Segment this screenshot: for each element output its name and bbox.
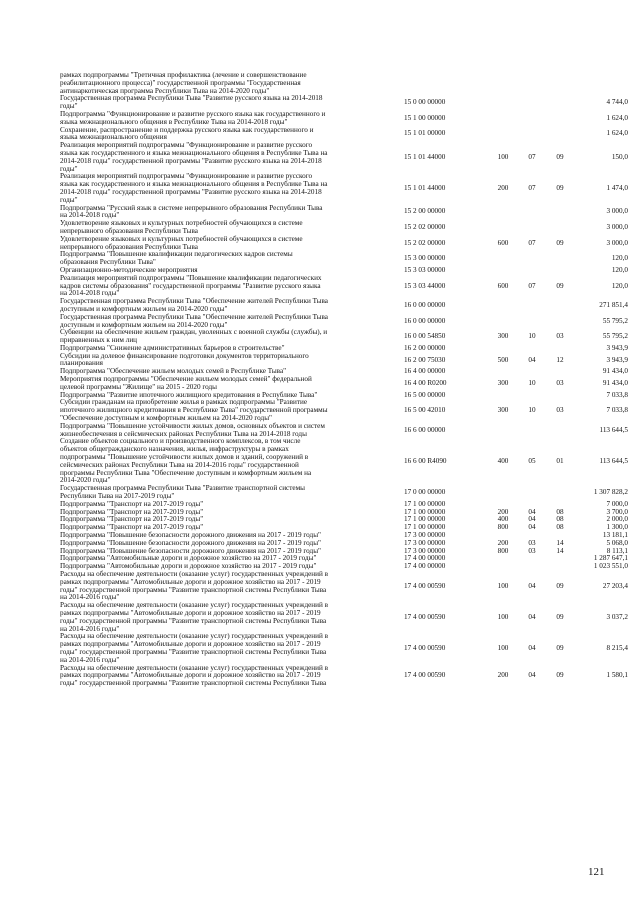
- cell-name: Государственная программа Республики Тыва "Обеспечение жителей Республики Тыва доступным и комфортным жильем на 2014-2020 годы": [60, 312, 328, 329]
- cell-name: Подпрограмма "Автомобильные дороги и дорожное хозяйство на 2017 - 2019 годы": [60, 562, 317, 571]
- cell-code: 17 0 00 00000: [404, 488, 446, 497]
- cell-sum: 55 795,2: [602, 316, 628, 325]
- cell-code: 16 0 00 54850: [404, 332, 446, 341]
- cell-name: Подпрограмма "Снижение административных барьеров в строительстве": [60, 343, 285, 352]
- cell-sum: 5 068,0: [606, 538, 628, 547]
- cell-vr: 09: [556, 671, 564, 680]
- cell-sum: 2 000,0: [606, 515, 628, 524]
- cell-vr: 08: [556, 507, 564, 516]
- cell-vr: 03: [556, 378, 564, 387]
- cell-code: 17 4 00 00000: [404, 554, 446, 563]
- cell-pr: 10: [528, 332, 536, 341]
- cell-code: 17 4 00 00000: [404, 562, 446, 571]
- cell-code: 15 1 01 00000: [404, 129, 446, 138]
- cell-code: 17 3 00 00000: [404, 546, 446, 555]
- cell-sum: 3 037,2: [606, 612, 628, 621]
- cell-code: 17 1 00 00000: [404, 499, 446, 508]
- cell-sum: 120,0: [611, 254, 628, 263]
- cell-pr: 10: [528, 406, 536, 415]
- cell-sum: 8 113,1: [606, 546, 628, 555]
- cell-vr: 09: [556, 238, 564, 247]
- cell-name: Субвенции на обеспечение жильем граждан, уволенных с военной службы (службы), и приравненных к ним лиц: [60, 328, 328, 345]
- cell-sum: 1 624,0: [606, 113, 628, 122]
- cell-rz: 800: [497, 523, 509, 532]
- cell-name: Подпрограмма "Автомобильные дороги и дорожное хозяйство на 2017 - 2019 годы": [60, 554, 317, 563]
- table-row: [60, 205, 636, 221]
- cell-pr: 04: [528, 507, 536, 516]
- cell-code: 15 2 02 00000: [404, 238, 446, 247]
- cell-vr: 09: [556, 612, 564, 621]
- cell-rz: 200: [497, 184, 509, 193]
- cell-code: 15 3 03 00000: [404, 265, 446, 274]
- cell-sum: 1 300,0: [606, 523, 628, 532]
- cell-rz: 100: [497, 581, 509, 590]
- cell-vr: 08: [556, 523, 564, 532]
- cell-sum: 1 307 828,2: [593, 488, 628, 497]
- cell-sum: 150,0: [611, 152, 628, 161]
- cell-code: 15 1 00 00000: [404, 113, 446, 122]
- cell-vr: 03: [556, 332, 564, 341]
- cell-rz: 800: [497, 546, 509, 555]
- cell-rz: 600: [497, 238, 509, 247]
- cell-code: 17 1 00 00000: [404, 515, 446, 524]
- cell-name: Подпрограмма "Транспорт на 2017-2019 годы": [60, 499, 204, 508]
- cell-sum: 3 700,0: [606, 507, 628, 516]
- cell-code: 16 5 00 00000: [404, 390, 446, 399]
- cell-pr: 07: [528, 281, 536, 290]
- table-row: [60, 275, 636, 298]
- cell-sum: 3 000,0: [606, 207, 628, 216]
- cell-name: Государственная программа Республики Тыва "Развитие транспортной системы Республики Тыва на 2017-2019 годы": [60, 484, 305, 501]
- cell-name: Расходы на обеспечение деятельности (оказание услуг) государственных учреждений в рамках подпрограммы "Автомобильные дороги и дорожное хозяйство на 2017 - 2019 годы" государственной программы "Развитие транспортной системы Республики Тыва: [60, 663, 329, 688]
- cell-pr: 04: [528, 581, 536, 590]
- cell-vr: 14: [556, 546, 564, 555]
- cell-sum: 271 851,4: [599, 301, 628, 309]
- table-row: [60, 173, 636, 204]
- cell-name: Подпрограмма "Обеспечение жильем молодых семей в Республике Тыва": [60, 367, 287, 376]
- cell-sum: 27 203,4: [602, 581, 628, 590]
- cell-sum: 1 580,1: [606, 671, 628, 680]
- cell-sum: 113 644,5: [599, 425, 628, 434]
- cell-vr: 09: [556, 644, 564, 653]
- table-row: [60, 485, 636, 501]
- cell-pr: 07: [528, 152, 536, 161]
- cell-name: Расходы на обеспечение деятельности (оказание услуг) государственных учреждений в рамках подпрограммы "Автомобильные дороги и дорожное хозяйство на 2017 - 2019 годы" государственной программы "Развитие транспортной системы Республики Тыва на 2014-2016 годы": [60, 570, 329, 602]
- cell-pr: 03: [528, 538, 536, 547]
- cell-name: Расходы на обеспечение деятельности (оказание услуг) государственных учреждений в рамках подпрограммы "Автомобильные дороги и дорожное хозяйство на 2017 - 2019 годы" государственной программы "Развитие транспортной системы Республики Тыва на 2014-2016 годы": [60, 601, 329, 633]
- cell-vr: 09: [556, 152, 564, 161]
- cell-sum: 7 033,8: [606, 406, 628, 415]
- table-row: [60, 127, 636, 143]
- cell-code: 16 2 00 00000: [404, 343, 446, 352]
- cell-rz: 300: [497, 332, 509, 341]
- cell-name: Государственная программа Республики Тыва "Обеспечение жителей Республики Тыва доступным и комфортным жильем на 2014-2020 годы": [60, 297, 328, 313]
- table-row: [60, 329, 636, 345]
- cell-name: Реализация мероприятий подпрограммы "Функционирование и развитие русского языка как государственного и языка межнационального общения в Республике Тыва на 2014-2018 годы" государственной программы "Развитие русского языка на 2014-2018 годы": [60, 172, 328, 204]
- table-row: [60, 353, 636, 369]
- cell-code: 16 4 00 00000: [404, 367, 446, 376]
- cell-rz: 400: [497, 456, 509, 465]
- cell-sum: 91 434,0: [602, 378, 628, 387]
- cell-rz: 200: [497, 507, 509, 516]
- table-row: [60, 665, 636, 688]
- cell-code: 17 4 00 00590: [404, 612, 446, 621]
- cell-vr: 01: [556, 456, 564, 465]
- table-row: [60, 314, 636, 330]
- cell-vr: 14: [556, 538, 564, 547]
- cell-code: 17 4 00 00590: [404, 671, 446, 680]
- cell-code: 15 2 00 00000: [404, 207, 446, 216]
- cell-code: 16 6 00 00000: [404, 425, 446, 434]
- cell-code: 15 1 01 44000: [404, 184, 446, 193]
- cell-name: Реализация мероприятий подпрограммы "Повышение квалификации педагогических кадров системы образования" государственной программы "Развитие русского языка на 2014-2018 годы": [60, 273, 322, 298]
- cell-name: Реализация мероприятий подпрограммы "Функционирование и развитие русского языка как государственного и языка межнационального общения в Республике Тыва на 2014-2018 годы" государственной программы "Развитие русского языка на 2014-2018 годы": [60, 141, 328, 173]
- cell-sum: 1 023 551,0: [593, 562, 628, 571]
- cell-code: 17 3 00 00000: [404, 531, 446, 540]
- cell-pr: 04: [528, 523, 536, 532]
- cell-pr: 07: [528, 238, 536, 247]
- cell-sum: 120,0: [611, 281, 628, 290]
- table-row: [60, 111, 636, 127]
- cell-code: 16 0 00 00000: [404, 301, 446, 309]
- cell-name: Подпрограмма "Транспорт на 2017-2019 годы": [60, 523, 204, 532]
- cell-sum: 1 474,0: [606, 184, 628, 193]
- page-number: 121: [588, 866, 605, 878]
- cell-sum: 3 000,0: [606, 223, 628, 232]
- cell-code: 15 0 00 00000: [404, 98, 446, 107]
- cell-sum: 8 215,4: [606, 644, 628, 653]
- table-row: [60, 423, 636, 439]
- cell-pr: 07: [528, 184, 536, 193]
- cell-pr: 05: [528, 456, 536, 465]
- cell-rz: 200: [497, 538, 509, 547]
- cell-code: 17 3 00 00000: [404, 538, 446, 547]
- cell-code: 17 1 00 00000: [404, 523, 446, 532]
- cell-name: Подпрограмма "Повышение квалификации педагогических кадров системы образования Республики Тыва": [60, 250, 293, 267]
- cell-rz: 200: [497, 671, 509, 680]
- cell-rz: 600: [497, 281, 509, 290]
- cell-sum: 4 744,0: [606, 98, 628, 107]
- cell-code: 16 0 00 00000: [404, 316, 446, 325]
- cell-rz: 300: [497, 378, 509, 387]
- table-row: [60, 236, 636, 252]
- cell-name: Подпрограмма "Повышение устойчивости жилых домов, основных объектов и систем жизнеобеспечения в сейсмических районах Республики Тыва на 2014-2018 годы: [60, 421, 325, 438]
- cell-vr: 09: [556, 581, 564, 590]
- cell-name: Удовлетворение языковых и культурных потребностей обучающихся в системе непрерывного образования Республики Тыва: [60, 219, 303, 235]
- cell-code: 15 3 03 44000: [404, 281, 446, 290]
- cell-sum: 1 287 647,1: [593, 554, 628, 563]
- cell-code: 15 3 00 00000: [404, 254, 446, 263]
- cell-name: Подпрограмма "Развитие ипотечного жилищного кредитования в Республике Тыва": [60, 390, 318, 399]
- table-row: [60, 142, 636, 173]
- cell-sum: 3 943,9: [606, 343, 628, 352]
- cell-code: 16 2 00 75030: [404, 355, 446, 364]
- cell-name: Подпрограмма "Повышение безопасности дорожного движения на 2017 - 2019 годы": [60, 546, 321, 555]
- cell-sum: 1 624,0: [606, 129, 628, 138]
- cell-vr: 08: [556, 515, 564, 524]
- cell-name: Мероприятия подпрограммы "Обеспечение жильем молодых семей" федеральной целевой программы "Жилище" на 2015 - 2020 годы: [60, 375, 312, 391]
- cell-name: Подпрограмма "Транспорт на 2017-2019 годы": [60, 507, 204, 516]
- cell-name: Субсидии гражданам на приобретение жилья в рамках подпрограммы "Развитие ипотечного жилищного кредитования в Республике Тыва" государственной программы "Обеспечение доступным и комфортным жильем на 2014-2020 годы": [60, 398, 328, 423]
- table-row: [60, 571, 636, 602]
- cell-sum: 3 000,0: [606, 238, 628, 247]
- cell-rz: 500: [497, 355, 509, 364]
- cell-name: Подпрограмма "Функционирование и развитие русского языка как государственного и языка межнационального общения в Республике Тыва на 2014-2018 годы": [60, 109, 326, 126]
- cell-vr: 03: [556, 406, 564, 415]
- cell-pr: 10: [528, 378, 536, 387]
- cell-pr: 04: [528, 355, 536, 364]
- table-row: [60, 602, 636, 633]
- budget-table: [60, 72, 636, 688]
- cell-rz: 100: [497, 152, 509, 161]
- cell-code: 17 4 00 00590: [404, 581, 446, 590]
- cell-rz: 300: [497, 406, 509, 415]
- table-row: [60, 220, 636, 236]
- cell-name: Удовлетворение языковых и культурных потребностей обучающихся в системе непрерывного образования Республики Тыва: [60, 234, 303, 251]
- cell-code: 15 1 01 44000: [404, 152, 446, 161]
- cell-name: Расходы на обеспечение деятельности (оказание услуг) государственных учреждений в рамках подпрограммы "Автомобильные дороги и дорожное хозяйство на 2017 - 2019 годы" государственной программы "Развитие транспортной системы Республики Тыва на 2014-2016 годы": [60, 632, 329, 664]
- cell-rz: 100: [497, 644, 509, 653]
- table-row: [60, 298, 636, 314]
- cell-pr: 03: [528, 546, 536, 555]
- cell-sum: 3 943,9: [606, 355, 628, 364]
- cell-name: Подпрограмма "Повышение безопасности дорожного движения на 2017 - 2019 годы": [60, 538, 321, 547]
- cell-code: 16 4 00 R0200: [404, 378, 447, 387]
- cell-name: Организационно-методические мероприятия: [60, 265, 198, 274]
- cell-code: 17 4 00 00590: [404, 644, 446, 653]
- cell-name: Сохранение, распространение и поддержка русского языка как государственного и языка межнационального общения: [60, 125, 314, 142]
- cell-sum: 120,0: [611, 265, 628, 274]
- table-row: [60, 376, 636, 392]
- cell-pr: 04: [528, 612, 536, 621]
- cell-rz: 100: [497, 612, 509, 621]
- cell-code: 16 5 00 42010: [404, 406, 446, 415]
- cell-sum: 91 434,0: [602, 367, 628, 376]
- cell-name: Подпрограмма "Транспорт на 2017-2019 годы": [60, 515, 204, 524]
- cell-sum: 113 644,5: [599, 456, 628, 465]
- cell-sum: 55 795,2: [602, 332, 628, 341]
- cell-code: 17 1 00 00000: [404, 507, 446, 516]
- cell-pr: 04: [528, 515, 536, 524]
- cell-name: Субсидии на долевое финансирование подготовки документов территориального планирования: [60, 351, 309, 368]
- cell-pr: 04: [528, 671, 536, 680]
- cell-name: Государственная программа Республики Тыва "Развитие русского языка на 2014-2018 годы": [60, 94, 323, 111]
- table-row: [60, 251, 636, 267]
- table-row: [60, 95, 636, 111]
- cell-name: Подпрограмма "Повышение безопасности дорожного движения на 2017 - 2019 годы": [60, 531, 321, 540]
- table-row: [60, 438, 636, 485]
- cell-vr: 09: [556, 281, 564, 290]
- cell-sum: 7 000,0: [606, 499, 628, 508]
- cell-sum: 7 033,8: [606, 390, 628, 399]
- cell-name: Создание объектов социального и производственного комплексов, в том числе объектов общегражданского назначения, жилья, инфраструктуры в рамках подпрограммы "Повышение устойчивости жилых домов и зданий, сооружений в сейсмических районах Республики Тыва на 2014-2016 годы" государственной программы Республики Тыва "Обеспечение доступным и комфортным жильем на 2014-2020 годы": [60, 437, 312, 485]
- cell-name: Подпрограмма "Русский язык в системе непрерывного образования Республики Тыва на 2014-2018 годы": [60, 203, 323, 220]
- cell-vr: 09: [556, 184, 564, 193]
- cell-vr: 12: [556, 355, 564, 364]
- cell-name: рамках подпрограммы "Третичная профилактика (лечение и совершенствование реабилитационного процесса)" государственной программы "Государственная антинаркотическая программа Республики Тыва на 2014-2020 годы": [60, 71, 307, 95]
- cell-pr: 04: [528, 644, 536, 653]
- table-row: [60, 399, 636, 422]
- cell-code: 15 2 02 00000: [404, 223, 446, 232]
- table-row: [60, 72, 636, 95]
- cell-code: 16 6 00 R4090: [404, 456, 447, 465]
- table-row: [60, 633, 636, 664]
- cell-sum: 13 181,1: [602, 531, 628, 540]
- cell-rz: 400: [497, 515, 509, 524]
